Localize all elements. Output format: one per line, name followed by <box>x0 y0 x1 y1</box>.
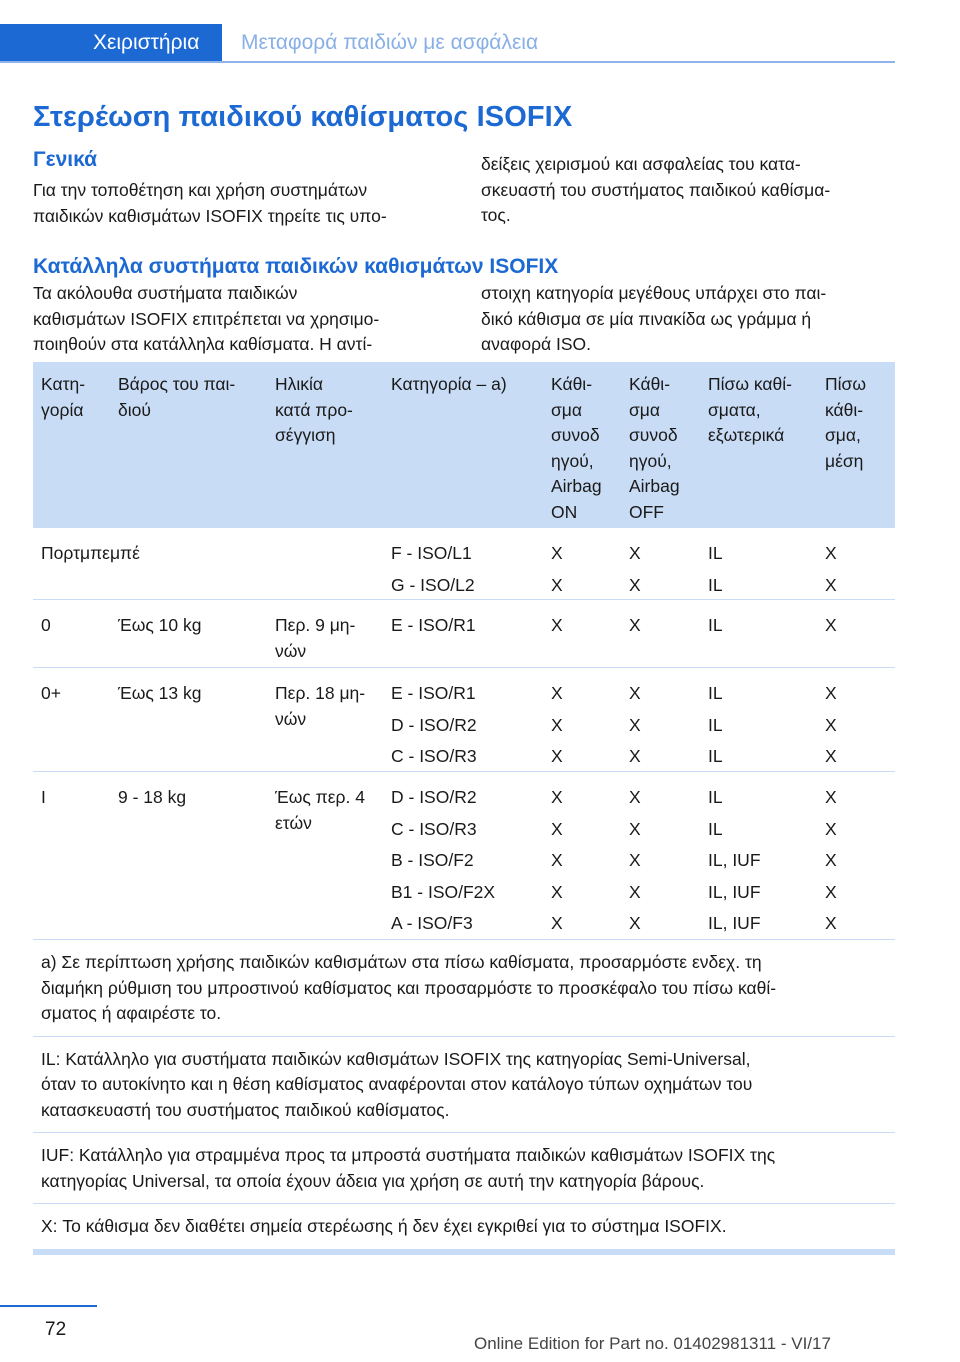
header-line: σέγγιση <box>275 425 336 445</box>
cell-airbag-off <box>629 610 641 642</box>
header-category <box>41 372 85 423</box>
tab-child-safety[interactable]: Μεταφορά παιδιών με ασφάλεια <box>241 31 539 54</box>
text-line: δείξεις χειρισμού και ασφαλείας του κατα- <box>481 154 801 174</box>
table-notes <box>33 940 895 1250</box>
cell-age <box>275 681 365 732</box>
cell-line: G - ISO/L2 <box>391 574 475 595</box>
cell-line: IL, IUF <box>708 913 761 933</box>
table-row <box>33 600 895 668</box>
cell-line: X <box>825 714 837 735</box>
cell-line: X <box>825 615 837 635</box>
cell-line: A - ISO/F3 <box>391 913 473 933</box>
cell-class <box>391 538 475 601</box>
table-row <box>33 668 895 772</box>
cell-line: C - ISO/R3 <box>391 818 477 839</box>
header-line: κάθι- <box>825 399 864 420</box>
cell-line: E - ISO/R1 <box>391 615 476 635</box>
header-line: διού <box>118 399 151 420</box>
header-line: Κάθι- <box>629 374 671 394</box>
cell-line: X <box>825 881 837 902</box>
cell-airbag-off <box>629 782 641 940</box>
section-heading-suitable: Κατάλληλα συστήματα παιδικών καθισμάτων ISOFIX <box>33 255 559 278</box>
header-weight <box>118 372 235 423</box>
cell-line: C - ISO/R3 <box>391 746 477 766</box>
cell-line: X <box>629 881 641 902</box>
cell-weight: Έως 13 kg <box>118 683 202 703</box>
cell-category: Πορτμπεμπέ <box>41 543 140 563</box>
cell-line: IL <box>708 615 723 635</box>
cell-line: IL <box>708 714 723 735</box>
header-line: κατά προ- <box>275 399 353 420</box>
header <box>0 24 895 62</box>
text-line: καθισμάτων ISOFIX επιτρέπεται να χρησιμο- <box>33 308 380 329</box>
cell-line: F - ISO/L1 <box>391 543 472 563</box>
cell-weight: 9 - 18 kg <box>118 787 187 807</box>
cell-line: X <box>629 543 641 563</box>
suitable-text-right <box>481 281 891 358</box>
cell-line: X <box>629 850 641 870</box>
text-line: τος. <box>481 205 511 225</box>
header-rear-outer <box>708 372 792 449</box>
footer-divider <box>0 1305 97 1307</box>
header-line: σμα <box>551 399 583 420</box>
note-line: a) Σε περίπτωση χρήσης παιδικών καθισμάτων στα πίσω καθίσματα, προσαρμόστε ενδεχ. τη <box>41 952 762 972</box>
header-airbag-on <box>551 372 602 525</box>
header-line: εξωτερικά <box>708 425 785 445</box>
cell-line: X <box>629 683 641 703</box>
cell-line: X <box>825 683 837 703</box>
cell-line: Έως περ. 4 <box>275 787 365 807</box>
note-line: IL: Κατάλληλο για συστήματα παιδικών καθισμάτων ISOFIX της κατηγορίας Semi-Universal, <box>41 1048 751 1069</box>
cell-rear-outer <box>708 538 723 601</box>
text-line: Τα ακόλουθα συστήματα παιδικών <box>33 283 298 303</box>
header-line: Κατη- <box>41 374 86 394</box>
cell-line: X <box>825 818 837 839</box>
cell-line: X <box>551 574 563 595</box>
cell-rear-middle <box>825 678 837 773</box>
page-title: Στερέωση παιδικού καθίσματος ISOFIX <box>33 101 573 133</box>
cell-category: I <box>41 787 46 807</box>
cell-airbag-on <box>551 678 563 773</box>
cell-rear-middle <box>825 538 837 601</box>
cell-line: IL <box>708 818 723 839</box>
header-line: ON <box>551 501 578 522</box>
cell-line: X <box>825 746 837 766</box>
note-line: IUF: Κατάλληλο για στραμμένα προς τα μπροστά συστήματα παιδικών καθισμάτων ISOFIX της <box>41 1145 776 1165</box>
edition-note: Online Edition for Part no. 01402981311 - VI/17 <box>474 1334 831 1353</box>
header-rear-middle <box>825 372 866 474</box>
header-line: σματα, <box>708 399 761 420</box>
table-note <box>33 1133 895 1204</box>
cell-line: IL <box>708 543 723 563</box>
cell-line: Περ. 18 μη- <box>275 683 366 703</box>
header-line: Ηλικία <box>275 374 324 394</box>
cell-airbag-on <box>551 782 563 940</box>
cell-line: E - ISO/R1 <box>391 683 476 703</box>
page-number: 72 <box>45 1319 67 1340</box>
cell-rear-middle <box>825 610 837 642</box>
cell-line: X <box>551 615 563 635</box>
cell-class <box>391 678 477 773</box>
cell-line: X <box>551 787 563 807</box>
table-note <box>33 1204 895 1250</box>
cell-class <box>391 782 495 940</box>
text-line: δικό κάθισμα σε μία πινακίδα ως γράμμα ή <box>481 308 812 329</box>
note-line: διαμήκη ρύθμιση του μπροστινού καθίσματος και προσαρμόστε το προσκέφαλο του πίσω καθί- <box>41 977 777 998</box>
text-line: στοιχη κατηγορία μεγέθους υπάρχει στο παι- <box>481 283 827 303</box>
header-line: OFF <box>629 501 664 522</box>
cell-line: X <box>551 850 563 870</box>
cell-line: X <box>629 787 641 807</box>
header-airbag-off <box>629 372 680 525</box>
header-line: σμα <box>629 399 661 420</box>
cell-line: X <box>825 913 837 933</box>
cell-line: IL <box>708 683 723 703</box>
cell-age <box>275 613 355 664</box>
cell-line: IL <box>708 746 723 766</box>
header-line: γορία <box>41 399 84 420</box>
header-line: Airbag <box>551 476 602 496</box>
table-body <box>33 528 895 940</box>
cell-airbag-off <box>629 678 641 773</box>
cell-class <box>391 610 476 642</box>
note-line: κατηγορίας Universal, τα οποία έχουν άδεια για χρήση σε αυτή την κατηγορία βάρους. <box>41 1170 705 1191</box>
cell-line: B - ISO/F2 <box>391 850 474 870</box>
cell-line: X <box>825 787 837 807</box>
cell-line: νών <box>275 640 307 661</box>
cell-category: 0 <box>41 615 51 635</box>
cell-line: X <box>551 746 563 766</box>
section-heading-general: Γενικά <box>33 148 98 171</box>
suitable-text-left <box>33 281 453 358</box>
cell-line: X <box>825 574 837 595</box>
cell-line: IL, IUF <box>708 881 761 902</box>
text-line: σκευαστή του συστήματος παιδικού καθίσμα- <box>481 179 831 200</box>
cell-line: X <box>551 881 563 902</box>
cell-rear-middle <box>825 782 837 940</box>
isofix-table <box>33 362 895 1255</box>
cell-line: D - ISO/R2 <box>391 787 477 807</box>
cell-line: IL <box>708 787 723 807</box>
text-line: ποιηθούν στα κατάλληλα καθίσματα. Η αντί- <box>33 334 373 354</box>
cell-rear-outer <box>708 678 723 773</box>
header-class <box>391 372 507 398</box>
header-age <box>275 372 353 449</box>
header-line: ηγού, <box>551 450 594 471</box>
note-line: κατασκευαστή του συστήματος παιδικού καθίσματος. <box>41 1099 450 1120</box>
header-line: Πίσω καθί- <box>708 374 792 394</box>
header-line: ηγού, <box>629 450 672 471</box>
general-text-right <box>481 152 891 229</box>
header-line: σμα, <box>825 425 861 445</box>
table-row <box>33 528 895 600</box>
cell-weight: Έως 10 kg <box>118 615 202 635</box>
cell-line: X <box>551 913 563 933</box>
cell-line: B1 - ISO/F2X <box>391 881 496 902</box>
note-line: σματος ή αφαιρέστε το. <box>41 1003 222 1023</box>
cell-line: X <box>825 543 837 563</box>
text-line: αναφορά ISO. <box>481 334 592 354</box>
table-header <box>33 362 895 528</box>
cell-line: νών <box>275 708 307 729</box>
table-note <box>33 940 895 1037</box>
table-row <box>33 772 895 940</box>
cell-line: X <box>629 913 641 933</box>
header-line: μέση <box>825 450 864 471</box>
cell-line: X <box>629 714 641 735</box>
cell-rear-outer <box>708 610 723 642</box>
note-line: όταν το αυτοκίνητο και η θέση καθίσματος αναφέρονται στον κατάλογο τύπων οχημάτων του <box>41 1074 753 1094</box>
cell-line: X <box>629 615 641 635</box>
text-line: παιδικών καθισμάτων ISOFIX τηρείτε τις υπο- <box>33 205 387 226</box>
note-line: X: Το κάθισμα δεν διαθέτει σημεία στερέωσης ή δεν έχει εγκριθεί για το σύστημα ISOFIX. <box>41 1216 727 1236</box>
general-text-left <box>33 178 453 229</box>
cell-line: D - ISO/R2 <box>391 714 477 735</box>
tab-controls[interactable]: Χειριστήρια <box>0 24 222 61</box>
cell-line: X <box>825 850 837 870</box>
table-note <box>33 1037 895 1134</box>
cell-category: 0+ <box>41 683 61 703</box>
cell-line: X <box>629 746 641 766</box>
text-line: Για την τοποθέτηση και χρήση συστημάτων <box>33 180 368 200</box>
cell-line: ετών <box>275 812 312 833</box>
cell-rear-outer <box>708 782 761 940</box>
header-line: Airbag <box>629 476 680 496</box>
header-divider <box>0 61 895 63</box>
header-line: συνοδ <box>551 425 600 445</box>
header-line: Κατηγορία – a) <box>391 374 507 394</box>
cell-line: X <box>551 683 563 703</box>
cell-airbag-on <box>551 610 563 642</box>
table-bottom-bar <box>33 1250 895 1255</box>
cell-line: Περ. 9 μη- <box>275 615 356 635</box>
cell-airbag-off <box>629 538 641 601</box>
cell-line: X <box>629 818 641 839</box>
header-line: συνοδ <box>629 425 678 445</box>
cell-line: X <box>551 818 563 839</box>
cell-line: X <box>551 714 563 735</box>
cell-line: X <box>629 574 641 595</box>
cell-line: IL, IUF <box>708 850 761 870</box>
cell-airbag-on <box>551 538 563 601</box>
cell-line: X <box>551 543 563 563</box>
cell-age <box>275 785 365 836</box>
cell-line: IL <box>708 574 723 595</box>
header-line: Πίσω <box>825 374 866 394</box>
header-line: Κάθι- <box>551 374 593 394</box>
header-line: Βάρος του παι- <box>118 374 236 394</box>
